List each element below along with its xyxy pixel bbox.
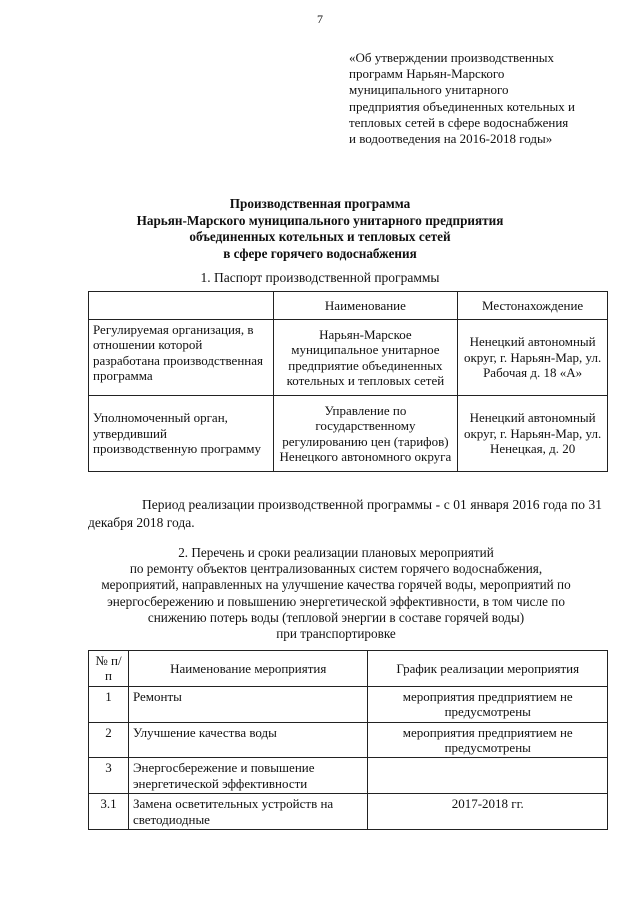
table-row [89,686,608,722]
measure-schedule: мероприятия предприятием не предусмотрены [368,722,608,758]
measure-number: 3 [89,758,129,794]
title-line: в сфере горячего водоснабжения [223,245,417,261]
measure-number: 2 [89,722,129,758]
heading-line: снижению потерь воды (тепловой энергии в составе горячей воды) [147,609,525,625]
table-row [89,396,608,472]
heading-line: при транспортировке [276,626,396,642]
program-period: Период реализации производственной программы - с 01 января 2016 года по 31 декабря 2018 года. [88,497,602,530]
approval-line: предприятия объединенных котельных и [349,98,575,114]
table-row [89,722,608,758]
measure-number: 1 [89,686,129,722]
passport-table [88,291,608,472]
measure-name: Улучшение качества воды [128,722,368,758]
title-line: объединенных котельных и тепловых сетей [189,229,451,245]
authority-location: Ненецкий автономный округ, г. Нарьян-Мар, ул. Ненецкая, д. 20 [458,396,608,472]
table-header-cell: № п/п [89,651,129,687]
document-title [80,196,560,262]
heading-line: мероприятий, направленных на улучшение качества горячей воды, мероприятий по [101,577,571,593]
table-header-row [89,651,608,687]
heading-line: по ремонту объектов централизованных систем горячего водоснабжения, [129,561,543,577]
table-row [89,758,608,794]
approval-line: тепловых сетей в сфере водоснабжения [349,114,569,130]
organization-location: Ненецкий автономный округ, г. Нарьян-Мар, ул. Рабочая д. 18 «А» [458,320,608,396]
approval-line: и водоотведения на 2016-2018 годы» [349,131,553,147]
approval-reference [349,50,619,147]
measure-schedule [368,758,608,794]
measure-name: Замена осветительных устройств на светодиодные [128,794,368,830]
approval-line: муниципального унитарного [349,82,509,98]
measure-number: 3.1 [89,794,129,830]
section2-heading [66,545,606,642]
table-row [89,320,608,396]
table-header-cell: График реализации мероприятия [368,651,608,687]
heading-line: энергосбережению и повышению энергетической эффективности, в том числе по [107,593,565,609]
table-header-cell [89,292,274,320]
measure-name: Ремонты [128,686,368,722]
measure-name: Энергосбережение и повышение энергетической эффективности [128,758,368,794]
table-row [89,794,608,830]
row-label: Регулируемая организация, в отношении которой разработана производственная программа [89,320,274,396]
row-label: Уполномоченный орган, утвердивший производственную программу [89,396,274,472]
approval-line: «Об утверждении производственных [349,50,555,65]
section1-heading: 1. Паспорт производственной программы [200,270,440,285]
measure-schedule: мероприятия предприятием не предусмотрены [368,686,608,722]
table-header-cell: Местонахождение [458,292,608,320]
page-number: 7 [317,12,323,26]
measure-schedule: 2017-2018 гг. [368,794,608,830]
table-header-cell: Наименование [273,292,458,320]
title-line: Производственная программа [229,196,411,211]
approval-line: программ Нарьян-Марского [349,66,505,82]
organization-name: Нарьян-Марское муниципальное унитарное предприятие объединенных котельных и тепловых сетей [273,320,458,396]
authority-name: Управление по государственному регулированию цен (тарифов) Ненецкого автономного округа [273,396,458,472]
heading-line: 2. Перечень и сроки реализации плановых мероприятий [178,545,494,560]
table-header-row [89,292,608,320]
title-line: Нарьян-Марского муниципального унитарного предприятия [136,212,504,228]
measures-table [88,650,608,830]
table-header-cell: Наименование мероприятия [128,651,368,687]
